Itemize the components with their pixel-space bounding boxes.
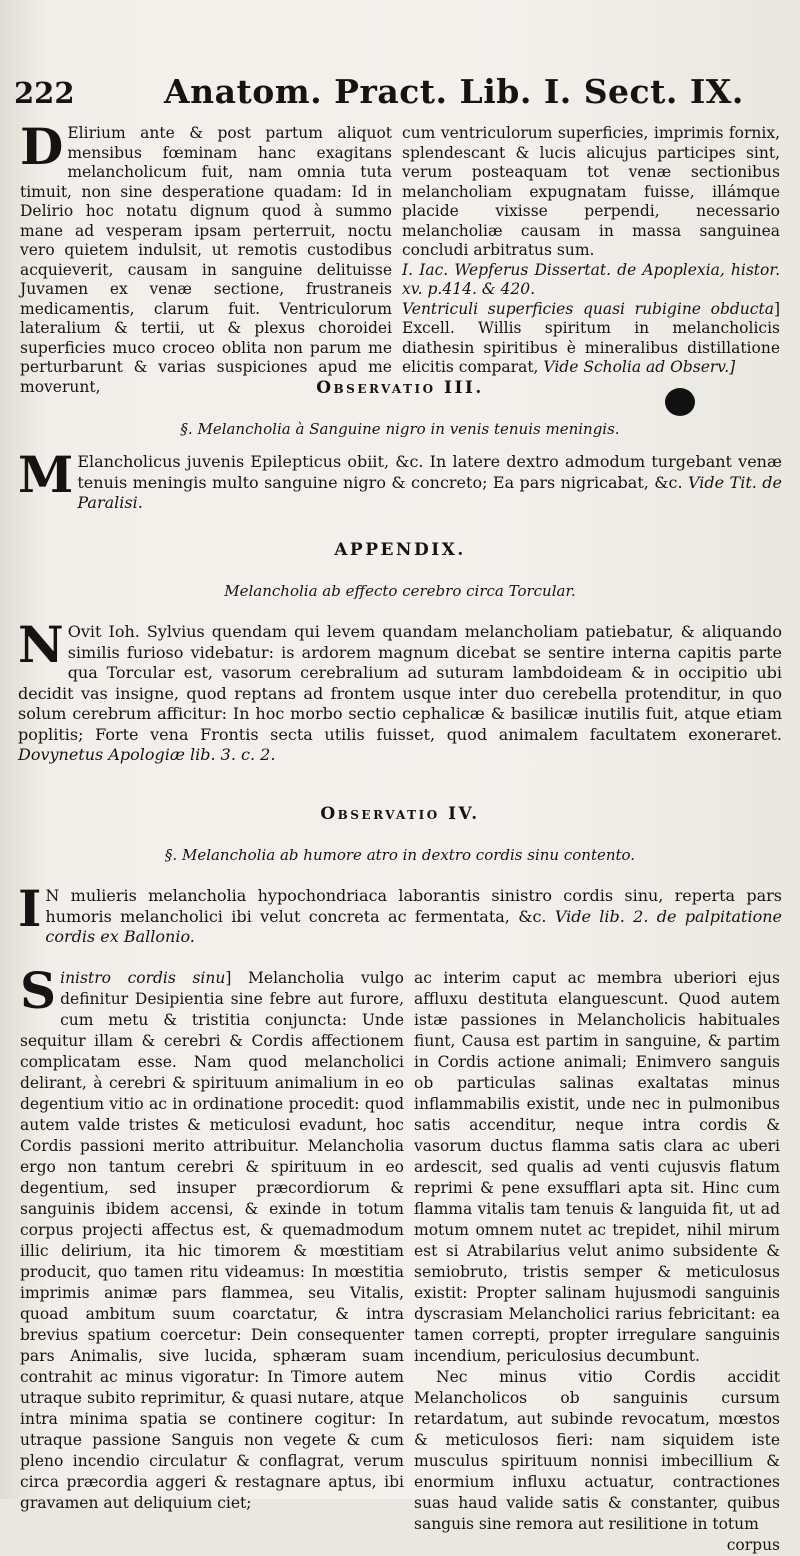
note-text: ] Excell. Willis spiritum in melancholicis diathesin spiritibus è mineralibus distillatione elicitis comparat,: [402, 299, 780, 376]
bottom-right-text: ac interim caput ac membra uberiori ejus affluxu destituta elanguescunt. Quod autem istæ passiones in Melancholicis habituales fiunt, Causa est partim in sanguine, & partim in Cordis actione animali; Enimvero sanguis ob particulas salinas exaltatas minus inflammabilis existit, unde nec in pulmonibus satis accenditur, neque intra cordis & vasorum ductus flamma satis clara ac uberi ardescit, sed qualis ad venti cujusvis flatum reprimi & pene exsufflari apta sit. Hinc cum flamma vitalis tam tenuis & languida fit, ut ad motum omnem nutet ac trepidet, nihil mirum est si Atrabilarius velut animo subsidente & semiobruto, tristis semper & meticulosus existit: Propter salinam hujusmodi sanguinis dyscrasiam Melancholici rarius febricitant: ea tamen correpti, propter irregulare sanguinis incendium, periculosius decumbunt.: [414, 969, 780, 1365]
observation-4-reference: Vide lib. 2. de palpitatione cordis ex Ballonio.: [45, 906, 782, 946]
drop-cap: D: [20, 117, 64, 176]
drop-cap: S: [20, 961, 57, 1020]
note-lemma: Ventriculi superficies quasi rubigine obducta: [402, 299, 774, 318]
drop-cap: I: [18, 879, 42, 938]
running-head: Anatom. Pract. Lib. I. Sect. IX.: [164, 72, 744, 111]
page-number: 222: [14, 76, 75, 110]
note-reference: Vide Scholia ad Observ.]: [543, 358, 736, 376]
observation-4-body: [18, 879, 782, 948]
appendix-text: Ovit Ioh. Sylvius quendam qui levem quandam melancholiam patiebatur, & aliquando similis furioso videbatur: is ardorem magnum dicebat se sentire interna capitis parte qua Torcular est, vasorum cerebralium ad suturam lambdoideam & in occipitio ubi decidit vas insigne, quod reptans ad frontem usque inter duo cerebella protenditur, in quo solum cerebrum afficitur: In hoc morbo sectio cephalicæ & basilicæ inutilis fuit, atque etiam poplitis; Forte vena Frontis secta utilis fuisset, quod animalem facultatem exoneraret.: [18, 622, 782, 744]
page-header: [14, 72, 784, 112]
appendix-body: [18, 615, 782, 766]
top-left-column: [20, 117, 392, 397]
bottom-left-column: [20, 961, 404, 1514]
drop-cap: N: [18, 615, 64, 674]
observation-4-text: N mulieris melancholia hypochondriaca laborantis sinistro cordis sinu, reperta pars humoris melancholici ibi velut concreta ac fermentata, &c.: [45, 886, 782, 926]
catchword: corpus: [726, 1536, 780, 1554]
observation-4-title: Observatio IV.: [320, 804, 480, 824]
bottom-right-column: [414, 968, 780, 1556]
observation-3-reference: Vide Tit. de Paralisi.: [77, 472, 782, 512]
observation-3-text: Elancholicus juvenis Epilepticus obiit, &c. In latere dextro admodum turgebant venæ tenuis meningis multo sanguine nigro & concreto; Ea pars nigricabat, &c.: [77, 452, 782, 492]
observation-3-title: Observatio III.: [316, 378, 484, 398]
citation: I. Iac. Wepferus Dissertat. de Apoplexia, histor. xv. p.414. & 420.: [402, 260, 780, 298]
scholion-lemma: inistro cordis sinu: [60, 969, 226, 987]
editorial-note: [402, 300, 780, 378]
appendix-reference: Dovynetus Apologiæ lib. 3. c. 2.: [18, 745, 276, 764]
observation-3-subtitle: §. Melancholia à Sanguine nigro in venis tenuis meningis.: [180, 420, 620, 438]
appendix-title: APPENDIX.: [334, 540, 466, 560]
top-left-text: Elirium ante & post partum aliquot mensibus fœminam hanc exagitans melancholicum fuit, nam omnia tuta timuit, non sine desperatione quadam: Id in Delirio hoc notatu dignum quod à summo mane ad vesperam ipsam perterruit, noctu vero quietem indulsit, ut remotis custodibus acquieverit, causam in sanguine delituisse Juvamen ex venæ sectione, frustraneis medicamentis, clarum fuit. Ventriculorum lateralium & tertii, ut & plexus choroidei superficies muco croceo oblita non parum me perturbarunt & varias suspiciones apud me moverunt,: [20, 124, 392, 396]
top-right-text: cum ventriculorum superficies, imprimis fornix, splendescant & lucis alicujus participes sint, verum posteaquam tot venæ sectionibus melancholiam expugnatam fuisse, illámque placide vixisse perpendi, necessario melancholiæ causam in massa sanguinea concludi arbitratus sum.: [402, 124, 780, 259]
observation-3-body: [18, 445, 782, 514]
drop-cap: M: [18, 445, 74, 504]
bottom-left-text: ] Melancholia vulgo definitur Desipientia sine febre aut furore, cum metu & tristitia conjuncta: Unde sequitur illam & cerebri & Cordis affectionem complicatam esse. Nam quod melancholici delirant, à cerebri & spirituum animalium in eo degentium vitio ac in ordinatione procedit: quod autem valde tristes & meticulosi evadunt, hoc Cordis passioni merito attribuitur. Melancholia ergo non tantum cerebri & spirituum in eo degentium, sed insuper præcordiorum & sanguinis ibidem accensi, & exinde in totum corpus projecti affectus est, & quemadmodum illic delirium, ita hic timorem & mœstitiam producit, quo tamen ritu videamus: In mœstitia imprimis animæ pars flammea, seu Vitalis, quoad ambitum suum coarctatur, & intra brevius spatium coercetur: Dein consequenter pars Animalis, sive lucida, sphæram suam contrahit ac minus vigoratur: In Timore autem utraque subito reprimitur, & quasi nutare, atque intra minima spatia se continere cogitur: In utraque passione Sanguis non vegete & cum pleno incendio circulatur & conflagrat, verum circa præcordia aggeri & restagnare aptus, ibi gravamen aut deliquium ciet;: [20, 969, 404, 1512]
top-right-column: [402, 124, 780, 378]
observation-4-subtitle: §. Melancholia ab humore atro in dextro cordis sinu contento.: [164, 846, 636, 864]
bottom-right-text-2: Nec minus vitio Cordis accidit Melancholicos ob sanguinis cursum retardatum, aut subinde revocatum, mœstos & meticulosos fieri: nam siquidem iste musculus spirituum nonnisi imbecillium & enormium influxu actuatur, contractiones suas haud valide satis & constanter, quibus sanguis sine remora aut resilitione in totum: [414, 1368, 780, 1533]
appendix-subtitle: Melancholia ab effecto cerebro circa Torcular.: [224, 582, 576, 600]
